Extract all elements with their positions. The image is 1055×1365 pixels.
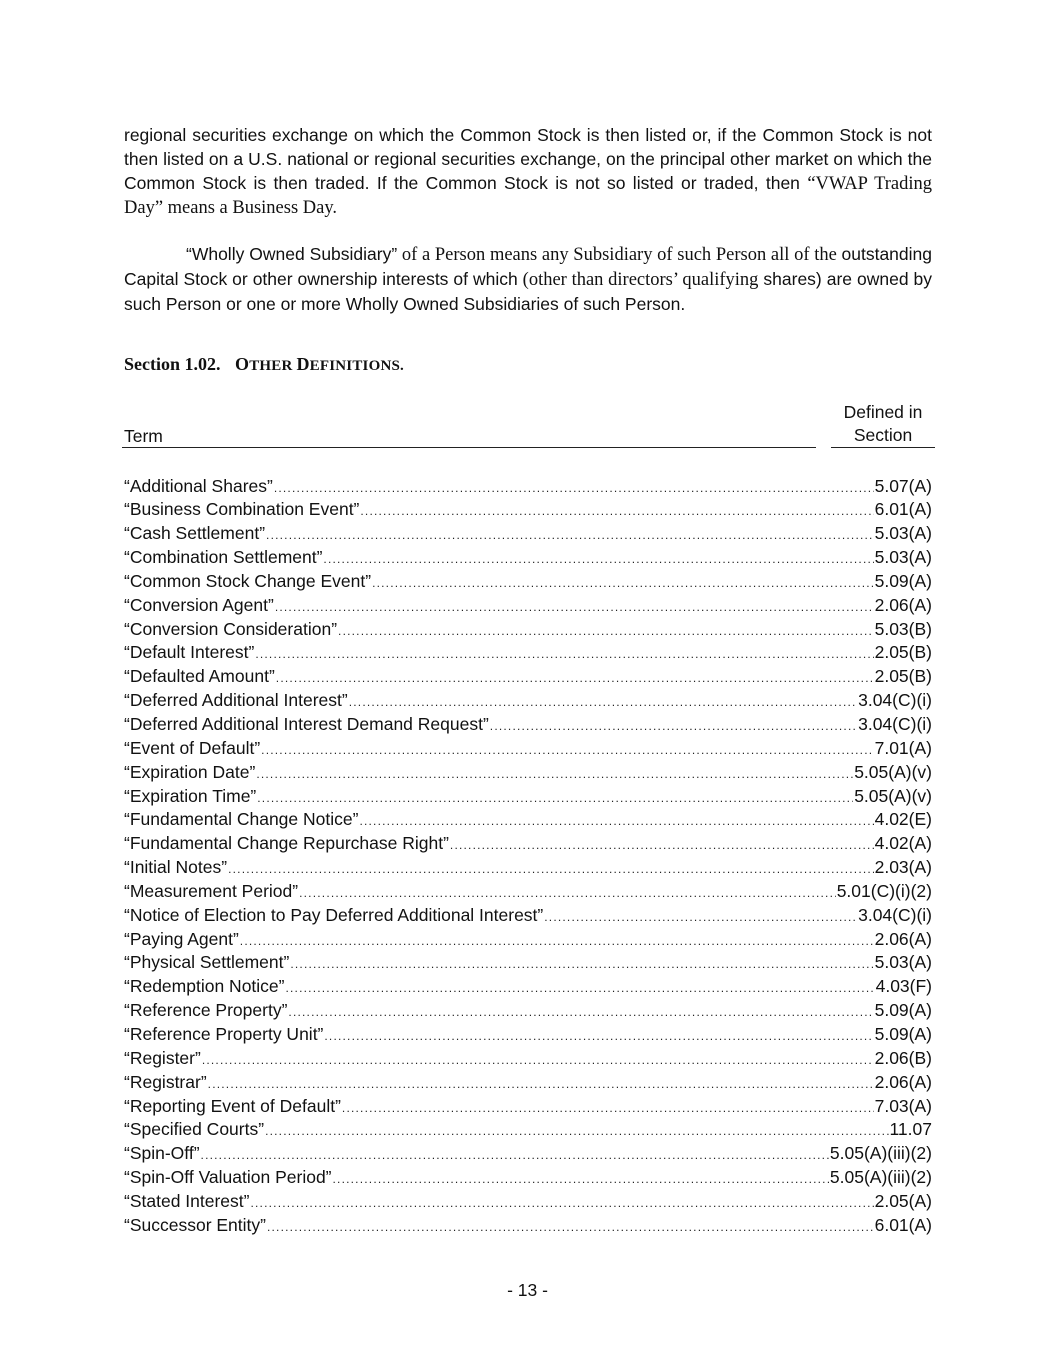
dot-leader [450,834,874,858]
dot-leader [208,1073,874,1097]
definition-row [124,904,932,928]
document-page [124,124,932,1238]
definition-section-ref: 6.01(A) [874,499,932,520]
dot-leader [261,739,873,763]
dot-leader [338,620,874,644]
dot-leader [372,572,874,596]
definition-row [124,1190,932,1214]
dot-leader [349,691,857,715]
definition-section-ref: 5.01(C)(i)(2) [836,880,932,901]
definition-section-ref: 4.03(F) [875,976,932,997]
dot-leader [256,763,853,787]
dot-leader [490,715,857,739]
definition-term: “Register” [124,1047,201,1068]
dot-leader [274,477,874,501]
definition-row [124,880,932,904]
definition-row [124,570,932,594]
dot-leader [285,977,874,1001]
dot-leader [359,810,873,834]
dot-leader [290,953,873,977]
definition-term: “Additional Shares” [124,475,273,496]
definition-row [124,999,932,1023]
dot-leader [544,906,857,930]
definition-term: “Measurement Period” [124,880,299,901]
term-column-header: Term [122,425,816,448]
definition-row [124,785,932,809]
definition-term: “Fundamental Change Repurchase Right” [124,833,449,854]
definition-row [124,1047,932,1071]
definition-term: “Business Combination Event” [124,499,360,520]
paragraph-tail: “VWAP Trading Day” means a Business Day. [124,173,932,219]
dot-leader [267,1216,874,1240]
definition-term: “Registrar” [124,1071,207,1092]
definition-section-ref: 5.05(A)(iii)(2) [829,1143,932,1164]
definition-row [124,1166,932,1190]
section-column-header: Defined in Section [831,401,935,448]
paragraph-vwap-trading-day [124,124,932,221]
definition-row [124,832,932,856]
definition-section-ref: 2.03(A) [874,857,932,878]
paragraph-text: outstanding Capital Stock or other ownership interests of which [124,244,932,289]
definition-row [124,475,932,499]
dot-leader [240,930,874,954]
definition-row [124,546,932,570]
definition-section-ref: 5.03(A) [874,547,932,568]
definition-section-ref: 2.05(B) [874,642,932,663]
definition-term: “Physical Settlement” [124,952,290,973]
definition-row [124,522,932,546]
definition-row [124,1023,932,1047]
definition-section-ref: 2.05(B) [874,666,932,687]
definition-section-ref: 3.04(C)(i) [858,690,932,711]
definition-term: “Combination Settlement” [124,547,323,568]
definition-term: “Conversion Consideration” [124,618,338,639]
definition-section-ref: 5.03(A) [874,952,932,973]
definition-section-ref: 2.06(B) [874,1047,932,1068]
definition-section-ref: 4.02(E) [874,809,932,830]
section-title: OTHER DEFINITIONS. [235,353,404,374]
definition-section-ref: 5.09(A) [874,1000,932,1021]
definition-section-ref: 5.09(A) [874,570,932,591]
dot-leader [257,787,853,811]
definition-term: “Reporting Event of Default” [124,1095,341,1116]
definition-term: “Event of Default” [124,737,261,758]
definition-row [124,928,932,952]
definition-row [124,856,932,880]
definition-row [124,1214,932,1238]
definition-section-ref: 5.05(A)(iii)(2) [829,1167,932,1188]
definition-term: “Defaulted Amount” [124,666,275,687]
definition-term: “Paying Agent” [124,928,239,949]
definitions-table-header [124,400,932,450]
dot-leader [228,858,874,882]
definition-section-ref: 4.02(A) [874,833,932,854]
definition-term: “Notice of Election to Pay Deferred Additional Interest” [124,904,544,925]
definition-term: “Spin-Off” [124,1143,200,1164]
dot-leader [265,1120,888,1144]
dot-leader [323,548,873,572]
definition-term: “Reference Property” [124,1000,288,1021]
definition-term: “Fundamental Change Notice” [124,809,359,830]
dot-leader [360,500,873,524]
definition-row [124,594,932,618]
definition-term: “Stated Interest” [124,1190,250,1211]
definition-term: “Expiration Time” [124,785,257,806]
definition-row [124,1095,932,1119]
definition-section-ref: 5.05(A)(v) [854,785,932,806]
definition-section-ref: 5.07(A) [874,475,932,496]
dot-leader [342,1097,874,1121]
section-number: Section 1.02. [124,353,221,374]
page-number: - 13 - [507,1280,548,1300]
definition-section-ref: 2.06(A) [874,1071,932,1092]
definition-term: “Deferred Additional Interest” [124,690,348,711]
paragraph-text: (other than directors’ qualifying [522,269,759,290]
dot-leader [288,1001,873,1025]
dot-leader [201,1144,829,1168]
definition-section-ref: 3.04(C)(i) [858,714,932,735]
definition-term: “Reference Property Unit” [124,1023,324,1044]
definition-term: “Expiration Date” [124,761,256,782]
definition-section-ref: 2.05(A) [874,1190,932,1211]
dot-leader [266,524,874,548]
definition-row [124,618,932,642]
paragraph-wholly-owned-subsidiary [124,243,932,316]
definition-section-ref: 2.06(A) [874,594,932,615]
definition-row [124,665,932,689]
dot-leader [255,643,873,667]
definition-row [124,1118,932,1142]
dot-leader [275,596,874,620]
definition-row [124,975,932,999]
definition-term: “Conversion Agent” [124,594,274,615]
definition-row [124,761,932,785]
dot-leader [333,1168,829,1192]
definition-term: “Default Interest” [124,642,255,663]
definition-term: “Deferred Additional Interest Demand Request” [124,714,489,735]
definition-row [124,951,932,975]
definition-term: “Specified Courts” [124,1119,265,1140]
definition-term: “Initial Notes” [124,857,228,878]
definition-section-ref: 5.03(A) [874,523,932,544]
dot-leader [299,882,836,906]
paragraph-text: of a Person means any Subsidiary of such Person all of the [397,245,842,266]
definition-row [124,1142,932,1166]
definition-section-ref: 5.03(B) [874,618,932,639]
definition-row [124,1071,932,1095]
paragraph-text: regional securities exchange on which the Common Stock is then listed or, if the Common Stock is not then listed on a U.S. national or regional securities exchange, on the principal other market on which the Common Stock is then traded. If the Common Stock is not so listed or traded, then [124,125,932,193]
paragraph-text: shares) are owned by such Person or one or more Wholly Owned Subsidiaries of such Person. [124,268,933,314]
definition-row [124,737,932,761]
dot-leader [202,1049,874,1073]
definition-section-ref: 7.01(A) [874,737,932,758]
definition-section-ref: 6.01(A) [874,1214,932,1235]
definition-term: “Successor Entity” [124,1214,266,1235]
dot-leader [324,1025,873,1049]
definition-row [124,808,932,832]
definition-row [124,689,932,713]
definition-term: “Common Stock Change Event” [124,570,372,591]
dot-leader [250,1192,873,1216]
definition-term: “Redemption Notice” [124,976,285,997]
definition-row [124,641,932,665]
definition-row [124,713,932,737]
definition-term: “Spin-Off Valuation Period” [124,1167,332,1188]
defined-term: “Wholly Owned Subsidiary” [186,244,398,265]
definitions-list [124,475,932,1238]
definition-section-ref: 5.05(A)(v) [854,761,932,782]
section-heading [124,353,932,377]
definition-section-ref: 3.04(C)(i) [858,904,932,925]
definition-section-ref: 2.06(A) [874,928,932,949]
definition-section-ref: 11.07 [889,1119,932,1140]
definition-section-ref: 5.09(A) [874,1023,932,1044]
dot-leader [276,667,874,691]
definition-term: “Cash Settlement” [124,523,266,544]
definition-row [124,498,932,522]
definition-section-ref: 7.03(A) [874,1095,932,1116]
